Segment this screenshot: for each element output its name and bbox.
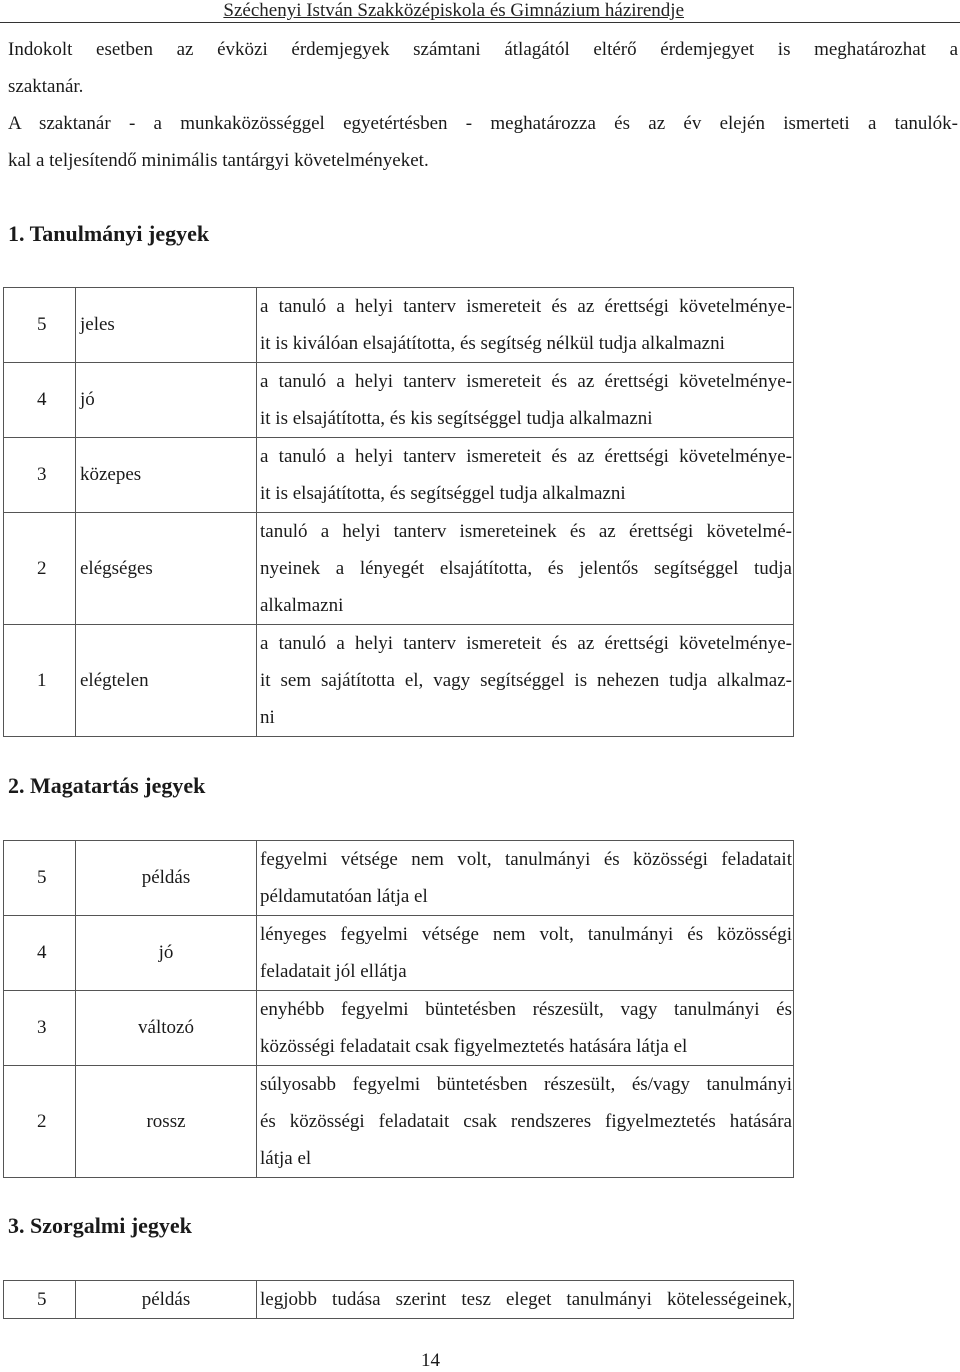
table-row <box>4 288 794 363</box>
text-line: szaktanár. <box>8 76 84 97</box>
header-title: Széchenyi István Szakközépiskola és Gimnázium házirendje <box>223 0 684 21</box>
grade-name: jó <box>76 363 257 438</box>
grade-name: változó <box>76 991 257 1066</box>
table-row <box>4 916 794 991</box>
section-heading-diligence: 3. Szorgalmi jegyek <box>8 1213 192 1238</box>
grade-number: 4 <box>4 916 76 991</box>
grade-name: jeles <box>76 288 257 363</box>
section-heading-behavior: 2. Magatartás jegyek <box>8 773 206 798</box>
grade-number: 2 <box>4 513 76 625</box>
grade-number: 5 <box>4 1281 76 1319</box>
page-number: 14 <box>421 1350 440 1371</box>
diligence-grades-table <box>3 1280 794 1319</box>
grade-number: 5 <box>4 288 76 363</box>
grade-number: 4 <box>4 363 76 438</box>
grade-name: példás <box>76 1281 257 1319</box>
table-row <box>4 513 794 625</box>
table-row <box>4 991 794 1066</box>
grade-description: enyhébb fegyelmi büntetésben részesült, vagy tanulmányi és közösségi feladatait csak figyelmeztetés hatására látja el <box>257 991 794 1066</box>
grade-description: lényeges fegyelmi vétsége nem volt, tanulmányi és közösségi feladatait jól ellátja <box>257 916 794 991</box>
behavior-grades-table <box>3 840 794 1178</box>
intro-paragraph-2 <box>8 105 958 179</box>
table-row <box>4 1281 794 1319</box>
grade-description: a tanuló a helyi tanterv ismereteit és az érettségi követelménye- it sem sajátította el, vagy segítséggel is nehezen tudja alkalmaz- ni <box>257 625 794 737</box>
study-grades-table <box>3 287 794 737</box>
table-row <box>4 625 794 737</box>
grade-name: elégtelen <box>76 625 257 737</box>
grade-name: jó <box>76 916 257 991</box>
text-line: A szaktanár - a munkaközösséggel egyetértésben - meghatározza és az év elején ismerteti a tanulók- <box>8 113 958 134</box>
table-row <box>4 1066 794 1178</box>
grade-number: 2 <box>4 1066 76 1178</box>
grade-number: 3 <box>4 438 76 513</box>
table-row <box>4 438 794 513</box>
grade-number: 5 <box>4 841 76 916</box>
grade-description: súlyosabb fegyelmi büntetésben részesült, és/vagy tanulmányi és közösségi feladatait csak rendszeres figyelmeztetés hatására látja el <box>257 1066 794 1178</box>
page-header <box>0 0 960 23</box>
table-row <box>4 841 794 916</box>
grade-name: közepes <box>76 438 257 513</box>
grade-description: fegyelmi vétsége nem volt, tanulmányi és közösségi feladatait példamutatóan látja el <box>257 841 794 916</box>
table-row <box>4 363 794 438</box>
grade-description: a tanuló a helyi tanterv ismereteit és az érettségi követelménye- it is kiválóan elsajátította, és segítség nélkül tudja alkalmazni <box>257 288 794 363</box>
intro-paragraph-1 <box>8 31 958 105</box>
grade-description: tanuló a helyi tanterv ismereteinek és az érettségi követelmé- nyeinek a lényegét elsajátította, és jelentős segítséggel tudja alkalmazni <box>257 513 794 625</box>
grade-number: 3 <box>4 991 76 1066</box>
grade-description: a tanuló a helyi tanterv ismereteit és az érettségi követelménye- it is elsajátította, és kis segítséggel tudja alkalmazni <box>257 363 794 438</box>
section-heading-study: 1. Tanulmányi jegyek <box>8 221 210 246</box>
grade-name: elégséges <box>76 513 257 625</box>
grade-number: 1 <box>4 625 76 737</box>
grade-description: a tanuló a helyi tanterv ismereteit és az érettségi követelménye- it is elsajátította, és segítséggel tudja alkalmazni <box>257 438 794 513</box>
grade-name: példás <box>76 841 257 916</box>
text-line: kal a teljesítendő minimális tantárgyi követelményeket. <box>8 150 429 171</box>
text-line: Indokolt esetben az évközi érdemjegyek számtani átlagától eltérő érdemjegyet is meghatározhat a <box>8 39 958 60</box>
grade-description: legjobb tudása szerint tesz eleget tanulmányi kötelességeinek, <box>257 1281 794 1319</box>
grade-name: rossz <box>76 1066 257 1178</box>
